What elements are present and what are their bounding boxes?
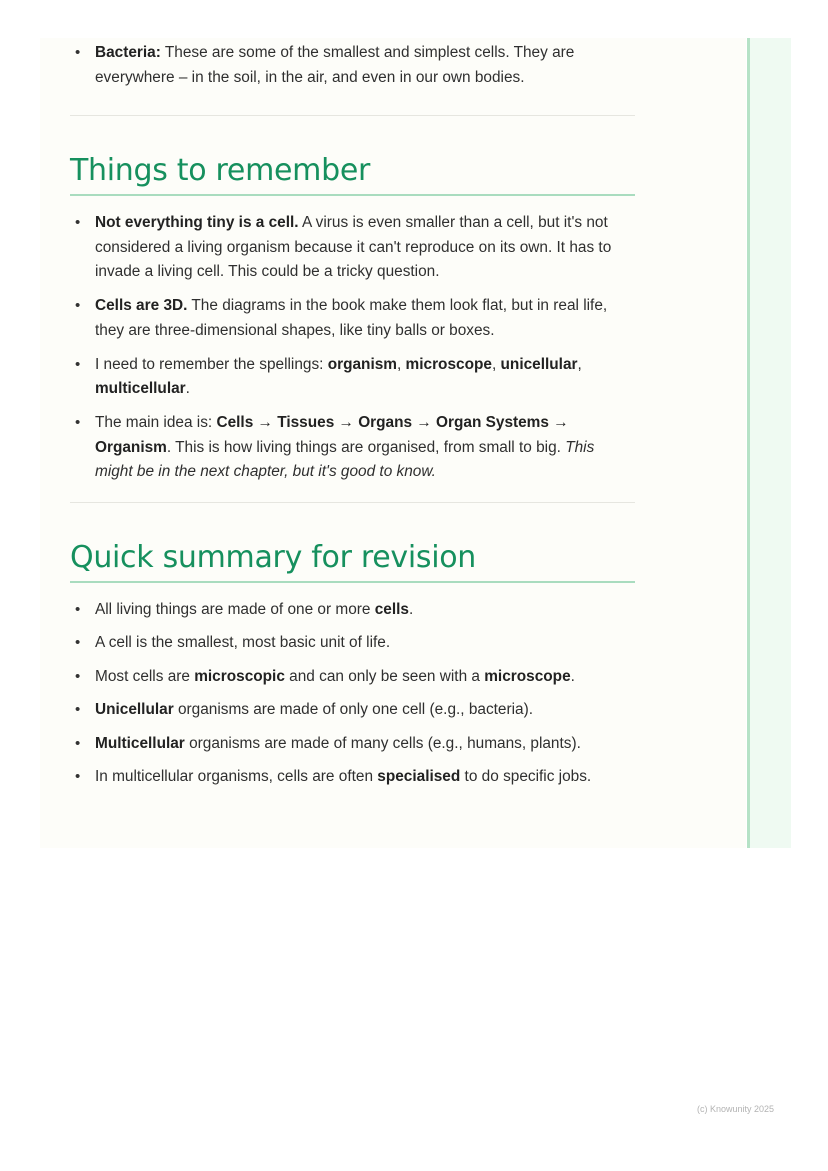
separator: , (577, 355, 582, 373)
item-bold: cells (374, 600, 409, 618)
item-text: The main idea is: (95, 414, 217, 431)
item-term: Bacteria: (95, 44, 161, 61)
list-item (70, 294, 635, 343)
item-bold: Multicellular (95, 734, 185, 752)
section-quick-summary (70, 538, 635, 790)
item-text: organisms are made of only one cell (e.g., bacteria). (173, 701, 533, 718)
item-text: I need to remember the spellings: (95, 355, 328, 373)
item-text: to do specific jobs. (460, 768, 592, 785)
bullet-icon: • (75, 414, 81, 431)
bullet-icon: • (75, 734, 81, 752)
item-text: In multicellular organisms, cells are often (95, 768, 378, 785)
remember-list (70, 211, 635, 485)
heading-underline (70, 581, 635, 583)
item-text: Most cells are (95, 667, 195, 685)
copyright-footer: (c) Knowunity 2025 (696, 1104, 774, 1114)
spelling-word: organism (327, 355, 397, 373)
bullet-icon: • (75, 355, 81, 373)
list-item (70, 665, 635, 690)
spelling-word: multicellular (95, 380, 186, 397)
item-bold: microscope (484, 667, 571, 685)
document-body (70, 38, 635, 799)
separator: , (491, 355, 501, 373)
bullet-icon: • (75, 667, 81, 685)
bullet-icon: • (75, 634, 81, 651)
item-text: All living things are made of one or more (95, 600, 375, 618)
bullet-icon: • (75, 701, 81, 718)
item-italic-note: This might be in the next chapter, but it's good to know. (95, 438, 595, 480)
item-text: A cell is the smallest, most basic unit of life. (95, 634, 391, 651)
heading-underline (70, 194, 635, 196)
item-text: A virus is even smaller than a cell, but it's not considered a living organism because it can't reproduce on its own. It has to invade a living cell. This could be a tricky question. (95, 214, 612, 280)
item-text: and can only be seen with a (284, 667, 485, 685)
bullet-icon: • (75, 768, 81, 785)
list-item (70, 765, 635, 790)
bullet-icon: • (75, 214, 81, 231)
bullet-icon: • (75, 600, 81, 618)
list-item (70, 353, 635, 402)
hierarchy-chain: Cells → Tissues → Organs → Organ Systems → Organism (95, 414, 569, 456)
item-text: . (408, 600, 414, 618)
item-text: organisms are made of many cells (e.g., humans, plants). (184, 734, 581, 752)
side-panel (750, 38, 791, 848)
item-text: The diagrams in the book make them look flat, but in real life, they are three-dimensional shapes, like tiny balls or boxes. (95, 297, 608, 339)
list-item (70, 631, 635, 656)
list-item (70, 411, 635, 485)
summary-list (70, 598, 635, 790)
section-heading: Things to remember (70, 153, 371, 188)
item-text: . (570, 667, 575, 685)
bullet-icon: • (75, 44, 81, 61)
section-divider (70, 502, 635, 503)
spelling-word: microscope (405, 355, 492, 373)
item-text: These are some of the smallest and simplest cells. They are everywhere – in the soil, in the air, and even in our own bodies. (95, 44, 575, 86)
section-heading: Quick summary for revision (70, 539, 477, 575)
list-item (70, 698, 635, 723)
spelling-word: unicellular (500, 355, 578, 373)
item-text: . This is how living things are organised, from small to big. (166, 438, 566, 456)
item-bold: specialised (377, 768, 461, 785)
list-item (70, 41, 635, 90)
item-bold: microscopic (194, 667, 285, 685)
item-text: . (185, 380, 190, 397)
separator: , (396, 355, 406, 373)
list-item (70, 211, 635, 285)
item-bold: Not everything tiny is a cell. (95, 214, 299, 231)
list-item (70, 598, 635, 623)
section-divider (70, 115, 635, 116)
section-things-to-remember (70, 151, 635, 485)
intro-list (70, 41, 635, 90)
list-item (70, 732, 635, 757)
item-bold: Cells are 3D. (95, 297, 188, 314)
bullet-icon: • (75, 297, 81, 314)
item-bold: Unicellular (95, 701, 174, 718)
